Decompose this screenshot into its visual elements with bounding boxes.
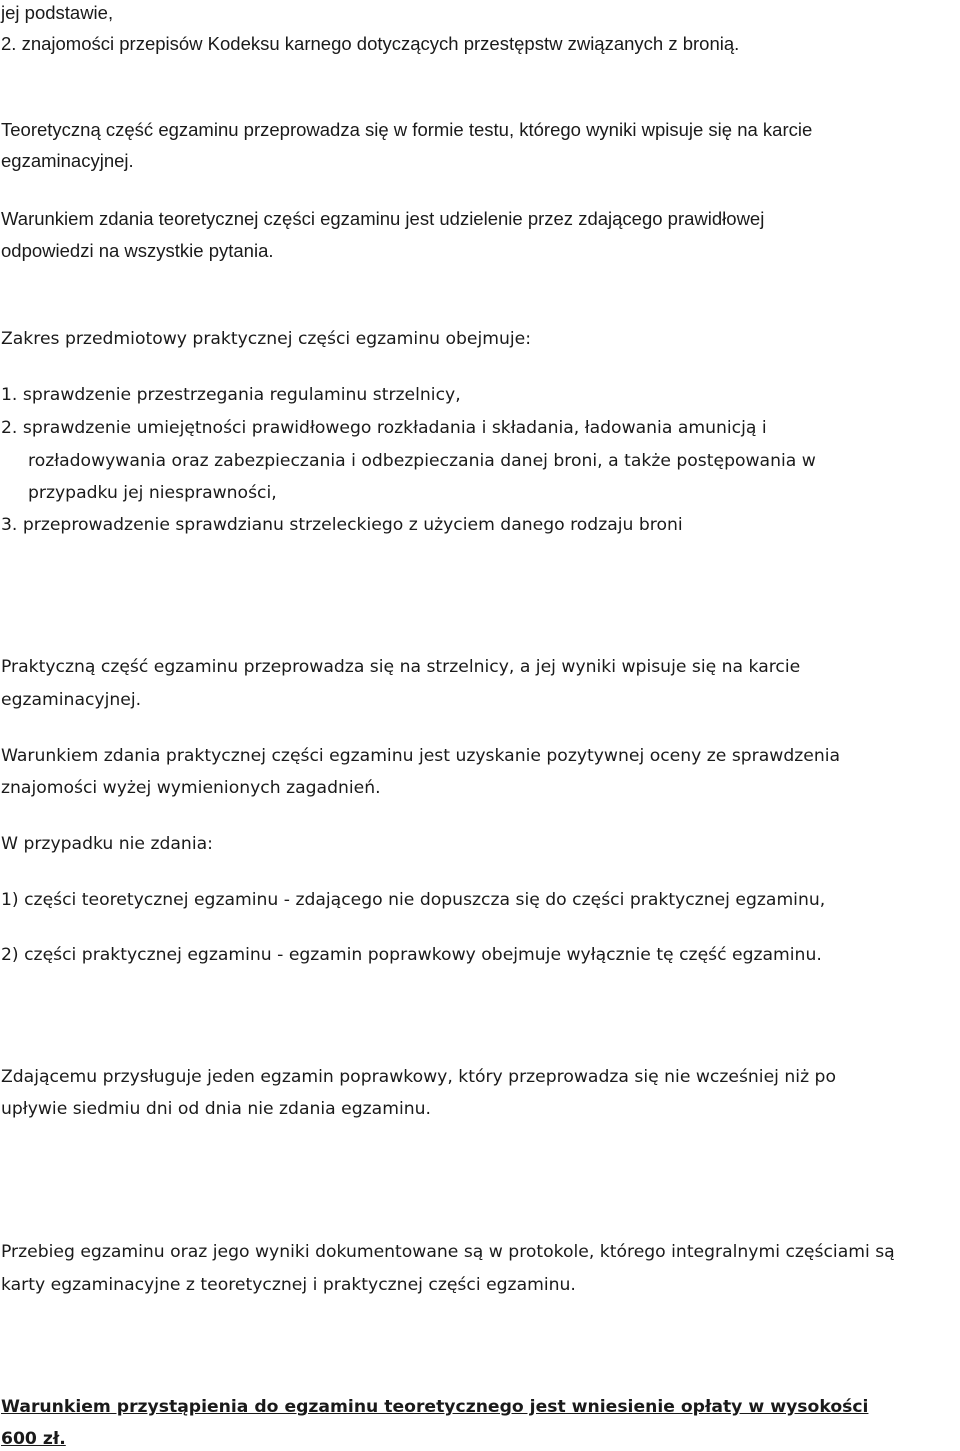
fee-condition-line-1: Warunkiem przystąpienia do egzaminu teoretycznego jest wniesienie opłaty w wysokości (1, 1397, 869, 1417)
practical-pass-condition-line-2: znajomości wyżej wymienionych zagadnień. (1, 778, 381, 798)
practical-scope-heading: Zakres przedmiotowy praktycznej części egzaminu obejmuje: (1, 329, 532, 349)
protocol-paragraph-line-2: karty egzaminacyjne z teoretycznej i praktycznej części egzaminu. (1, 1275, 576, 1295)
practical-scope-item-2-line-3: przypadku jej niesprawności, (28, 483, 277, 503)
practical-scope-item-2-line-2: rozładowywania oraz zabezpieczania i odbezpieczania danej broni, a także postępowania w (28, 451, 816, 471)
failure-item-1: 1) części teoretycznej egzaminu - zdającego nie dopuszcza się do części praktycznej egzaminu, (1, 890, 826, 910)
theory-paragraph-line-2: egzaminacyjnej. (1, 150, 134, 171)
failure-heading: W przypadku nie zdania: (1, 834, 213, 854)
text-line-continuation: jej podstawie, (1, 2, 114, 23)
theory-paragraph-line-1: Teoretyczną część egzaminu przeprowadza się w formie testu, którego wyniki wpisuje się na karcie (1, 119, 813, 140)
theory-pass-condition-line-2: odpowiedzi na wszystkie pytania. (1, 240, 274, 261)
retake-paragraph-line-2: upływie siedmiu dni od dnia nie zdania egzaminu. (1, 1099, 431, 1119)
practical-pass-condition-line-1: Warunkiem zdania praktycznej części egzaminu jest uzyskanie pozytywnej oceny ze sprawdzenia (1, 746, 841, 766)
retake-paragraph-line-1: Zdającemu przysługuje jeden egzamin poprawkowy, który przeprowadza się nie wcześniej niż po (1, 1067, 836, 1087)
practical-scope-item-3: 3. przeprowadzenie sprawdzianu strzeleckiego z użyciem danego rodzaju broni (1, 515, 683, 535)
list-item-2-knowledge: 2. znajomości przepisów Kodeksu karnego dotyczących przestępstw związanych z bronią. (1, 33, 740, 54)
theory-pass-condition-line-1: Warunkiem zdania teoretycznej części egzaminu jest udzielenie przez zdającego prawidłowej (1, 208, 765, 229)
fee-condition-line-2: 600 zł. (1, 1429, 66, 1449)
practical-paragraph-line-1: Praktyczną część egzaminu przeprowadza się na strzelnicy, a jej wyniki wpisuje się na karcie (1, 657, 801, 677)
practical-scope-item-1: 1. sprawdzenie przestrzegania regulaminu strzelnicy, (1, 385, 461, 405)
practical-paragraph-line-2: egzaminacyjnej. (1, 690, 142, 710)
failure-item-2: 2) części praktycznej egzaminu - egzamin poprawkowy obejmuje wyłącznie tę część egzaminu. (1, 945, 822, 965)
protocol-paragraph-line-1: Przebieg egzaminu oraz jego wyniki dokumentowane są w protokole, którego integralnymi częściami są (1, 1242, 895, 1262)
practical-scope-item-2-line-1: 2. sprawdzenie umiejętności prawidłowego rozkładania i składania, ładowania amunicją i (1, 418, 767, 438)
